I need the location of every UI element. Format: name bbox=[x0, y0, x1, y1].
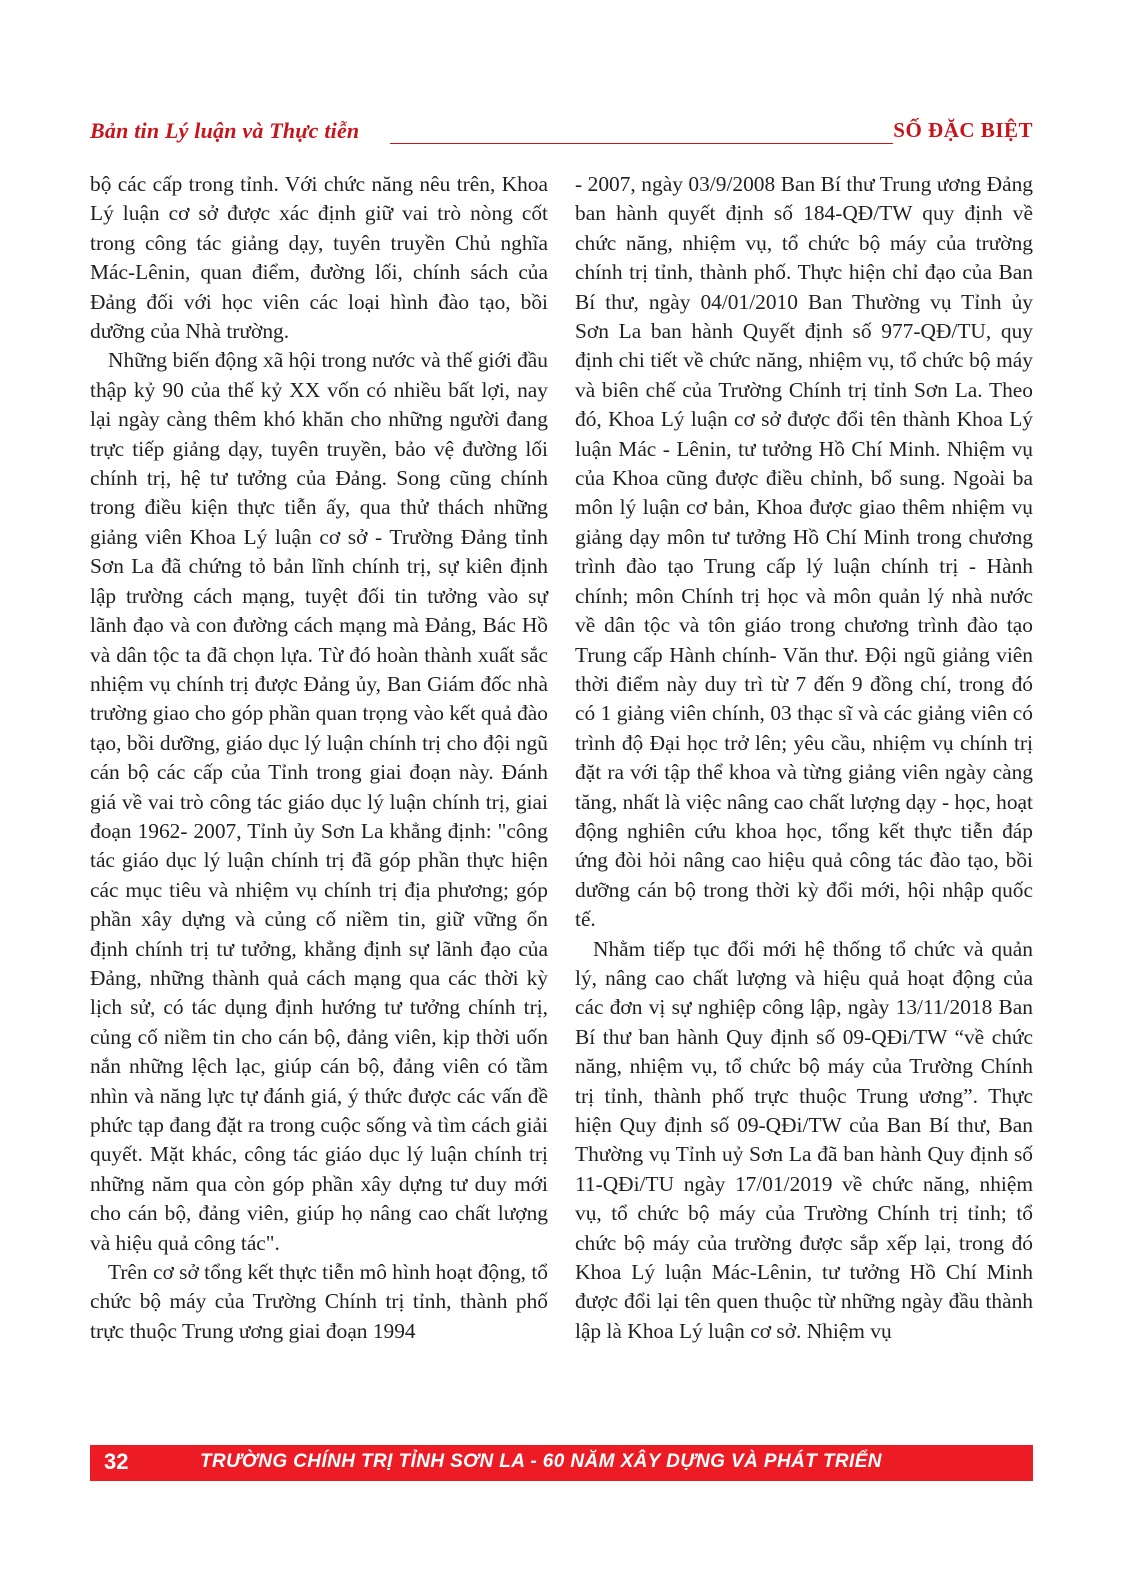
paragraph: Trên cơ sở tổng kết thực tiễn mô hình hoạt động, tổ chức bộ máy của Trường Chính trị tỉnh, thành phố trực thuộc Trung ương giai đoạn 1994 bbox=[90, 1260, 548, 1343]
left-column bbox=[90, 170, 548, 1420]
paragraph: Nhằm tiếp tục đổi mới hệ thống tổ chức và quản lý, nâng cao chất lượng và hiệu quả hoạt động của các đơn vị sự nghiệp công lập, ngày 13/11/2018 Ban Bí thư ban hành Quy định số 09-QĐi/TW “về chức năng, nhiệm vụ, tổ chức bộ máy của Trường Chính trị tỉnh, thành phố trực thuộc Trung ương”. Thực hiện Quy định số 09-QĐi/TW của Ban Bí thư, Ban Thường vụ Tỉnh uỷ Sơn La đã ban hành Quy định số 11-QĐi/TU ngày 17/01/2019 về chức năng, nhiệm vụ, tổ chức bộ máy của Trường Chính trị tỉnh; tổ chức bộ máy của trường được sắp xếp lại, trong đó Khoa Lý luận Mác-Lênin, tư tưởng Hồ Chí Minh được đổi lại tên quen thuộc từ những ngày đầu thành lập là Khoa Lý luận cơ sở. Nhiệm vụ bbox=[575, 936, 1033, 1343]
header-rule bbox=[390, 143, 893, 144]
page-number: 32 bbox=[104, 1449, 129, 1474]
page-header bbox=[90, 110, 1033, 146]
paragraph: - 2007, ngày 03/9/2008 Ban Bí thư Trung ương Đảng ban hành quyết định số 184-QĐ/TW quy định về chức năng, nhiệm vụ, tổ chức bộ máy của trường chính trị tỉnh, thành phố. Thực hiện chỉ đạo của Ban Bí thư, ngày 04/01/2010 Ban Thường vụ Tỉnh ủy Sơn La ban hành Quyết định số 977-QĐ/TU, quy định chi tiết về chức năng, nhiệm vụ, tổ chức bộ máy và biên chế của Trường Chính trị tỉnh Sơn La. Theo đó, Khoa Lý luận cơ sở được đổi tên thành Khoa Lý luận Mác - Lênin, tư tưởng Hồ Chí Minh. Nhiệm vụ của Khoa cũng được điều chỉnh, bổ sung. Ngoài ba môn lý luận cơ bản, Khoa được giao thêm nhiệm vụ giảng dạy môn tư tưởng Hồ Chí Minh trong chương trình đào tạo Trung cấp lý luận chính trị - Hành chính; môn Chính trị học và môn quản lý nhà nước về dân tộc và tôn giáo trong chương trình đào tạo Trung cấp Hành chính- Văn thư. Đội ngũ giảng viên thời điểm này duy trì từ 7 đến 9 đồng chí, trong đó có 1 giảng viên chính, 03 thạc sĩ và các giảng viên có trình độ Đại học trở lên; yêu cầu, nhiệm vụ chính trị đặt ra với tập thể khoa và từng giảng viên ngày càng tăng, nhất là việc nâng cao chất lượng dạy - học, hoạt động nghiên cứu khoa học, tổng kết thực tiễn đáp ứng đòi hỏi nâng cao hiệu quả công tác đào tạo, bồi dưỡng cán bộ trong thời kỳ đổi mới, hội nhập quốc tế. bbox=[575, 172, 1033, 932]
issue-label: SỐ ĐẶC BIỆT bbox=[893, 118, 1033, 142]
article-body bbox=[90, 170, 1033, 1420]
page-footer bbox=[90, 1445, 1033, 1481]
paragraph: bộ các cấp trong tỉnh. Với chức năng nêu trên, Khoa Lý luận cơ sở được xác định giữ vai trò nòng cốt trong công tác giảng dạy, tuyên truyền Chủ nghĩa Mác-Lênin, quan điểm, đường lối, chính sách của Đảng đối với học viên các loại hình đào tạo, bồi dưỡng của Nhà trường. bbox=[90, 172, 548, 344]
bulletin-title: Bản tin Lý luận và Thực tiễn bbox=[90, 118, 360, 143]
footer-title: TRƯỜNG CHÍNH TRỊ TỈNH SƠN LA - 60 NĂM XÂY DỰNG VÀ PHÁT TRIỂN bbox=[200, 1451, 882, 1472]
paragraph: Những biến động xã hội trong nước và thế giới đầu thập kỷ 90 của thế kỷ XX vốn có nhiều bất lợi, nay lại ngày càng thêm khó khăn cho những người đang trực tiếp giảng dạy, tuyên truyền, bảo vệ đường lối chính trị, hệ tư tưởng của Đảng. Song cũng chính trong điều kiện thực tiễn ấy, qua thử thách những giảng viên Khoa Lý luận cơ sở - Trường Đảng tỉnh Sơn La đã chứng tỏ bản lĩnh chính trị, sự kiên định lập trường cách mạng, tuyệt đối tin tưởng vào sự lãnh đạo và con đường cách mạng mà Đảng, Bác Hồ và dân tộc ta đã chọn lựa. Từ đó hoàn thành xuất sắc nhiệm vụ chính trị được Đảng ủy, Ban Giám đốc nhà trường giao cho góp phần quan trọng vào kết quả đào tạo, bồi dưỡng, giáo dục lý luận chính trị cho đội ngũ cán bộ các cấp của Tỉnh trong giai đoạn này. Đánh giá về vai trò công tác giáo dục lý luận chính trị, giai đoạn 1962- 2007, Tỉnh ủy Sơn La khẳng định: "công tác giáo dục lý luận chính trị đã góp phần thực hiện các mục tiêu và nhiệm vụ chính trị địa phương; góp phần xây dựng và củng cố niềm tin, giữ vững ổn định chính trị tư tưởng, khẳng định sự lãnh đạo của Đảng, những thành quả cách mạng qua các thời kỳ lịch sử, có tác dụng định hướng tư tưởng chính trị, củng cố niềm tin cho cán bộ, đảng viên, kịp thời uốn nắn những lệch lạc, giúp cán bộ, đảng viên có tầm nhìn và năng lực tự đánh giá, ý thức được các vấn đề phức tạp đang đặt ra trong cuộc sống và tìm cách giải quyết. Mặt khác, công tác giáo dục lý luận chính trị những năm qua còn góp phần xây dựng tư duy mới cho cán bộ, đảng viên, giúp họ nâng cao chất lượng và hiệu quả công tác". bbox=[90, 348, 548, 1255]
right-column bbox=[575, 170, 1033, 1420]
